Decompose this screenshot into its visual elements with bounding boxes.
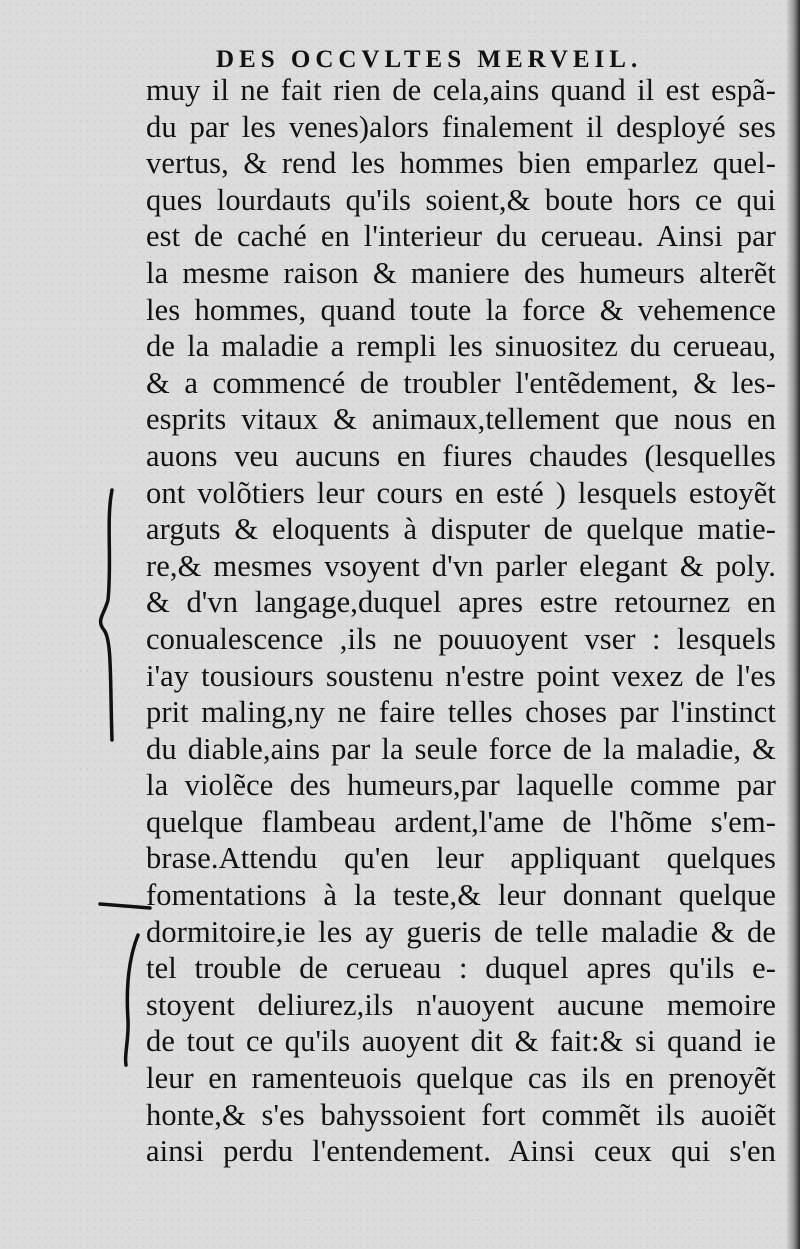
text-line: les hommes, quand toute la force & vehemence	[146, 292, 776, 327]
text-line: & d'vn langage,duquel apres estre retournez en	[146, 585, 776, 620]
text-line: muy il ne fait rien de cela,ains quand il est espã-	[146, 73, 776, 107]
text-line: arguts & eloquents à disputer de quelque matie-	[146, 512, 776, 547]
text-line: de tout ce qu'ils auoyent dit & fait:& si quand ie	[146, 1024, 776, 1059]
margin-bracket-lower	[126, 935, 138, 1065]
text-line: i'ay tousiours soustenu n'estre point vexez de l'es	[146, 658, 776, 693]
text-line: prit maling,ny ne faire telles choses par l'instinct	[146, 695, 776, 730]
margin-bracket-upper	[101, 490, 112, 740]
text-line: leur en ramenteuois quelque cas ils en prenoyẽt	[146, 1061, 776, 1096]
text-line: esprits vitaux & animaux,tellement que nous en	[146, 402, 776, 437]
running-head: DES OCCVLTES MERVEIL.	[216, 46, 643, 73]
text-line: la mesme raison & maniere des humeurs alterẽt	[146, 255, 776, 290]
text-line: la violẽce des humeurs,par laquelle comme par	[146, 768, 776, 803]
margin-dash	[100, 904, 150, 908]
text-line: auons veu aucuns en fiures chaudes (lesquelles	[146, 438, 776, 473]
text-line: ainsi perdu l'entendement. Ainsi ceux qui s'en	[146, 1134, 776, 1169]
page-edge-shadow	[786, 0, 800, 1249]
text-line: du diable,ains par la seule force de la maladie, &	[146, 731, 776, 766]
text-line: stoyent deliurez,ils n'auoyent aucune memoire	[146, 987, 776, 1022]
text-line: honte,& s'es bahyssoient fort commẽt ils auoiẽt	[146, 1097, 776, 1132]
text-line: conualescence ,ils ne pouuoyent vser : lesquels	[146, 621, 776, 656]
text-line: tel trouble de cerueau : duquel apres qu'ils e-	[146, 951, 776, 986]
text-line: est de caché en l'interieur du cerueau. Ainsi par	[146, 219, 776, 254]
text-line: du par les venes)alors finalement il desployé ses	[146, 109, 776, 144]
text-line: de la maladie a rempli les sinuositez du cerueau,	[146, 329, 776, 364]
text-line: ques lourdauts qu'ils soient,& boute hors ce qui	[146, 182, 776, 217]
text-line: ont volõtiers leur cours en esté ) lesquels estoyẽt	[146, 475, 776, 510]
text-line: quelque flambeau ardent,l'ame de l'hõme s'em-	[146, 804, 776, 839]
text-line: fomentations à la teste,& leur donnant quelque	[146, 878, 776, 913]
text-line: dormitoire,ie les ay gueris de telle maladie & de	[146, 914, 776, 949]
text-line: brase.Attendu qu'en leur appliquant quelques	[146, 841, 776, 876]
text-line: re,& mesmes vsoyent d'vn parler elegant & poly.	[146, 548, 776, 583]
text-line: vertus, & rend les hommes bien emparlez quel-	[146, 146, 776, 181]
text-line: & a commencé de troubler l'entẽdement, & les-	[146, 365, 776, 400]
